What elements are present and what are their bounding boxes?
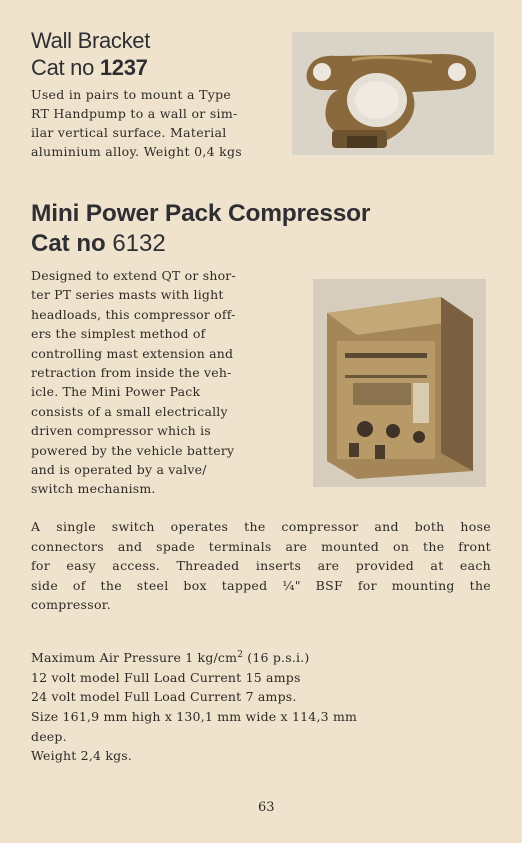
paragraph-line: for easy access. Threaded inserts are provided at each [31,558,491,573]
page-number: 63 [258,800,275,815]
power-pack-desc-line: retraction from inside the veh- [31,365,232,381]
wall-bracket-cat-number: 1237 [99,55,148,80]
paragraph-line: compressor. [31,597,111,612]
power-pack-desc-line: driven compressor which is [31,423,211,439]
wall-bracket-desc-line: RT Handpump to a wall or sim- [31,106,238,121]
power-pack-cat-number: 6132 [112,230,166,257]
spec-12v-current: 12 volt model Full Load Current 15 amps [31,669,301,685]
power-pack-desc-line: and is operated by a valve/ [31,462,207,478]
wall-bracket-desc-line: ilar vertical surface. Material [31,125,227,140]
compressor-image [313,279,486,487]
power-pack-desc-line: ter PT series masts with light [31,287,224,303]
spec-size-deep: deep. [31,728,67,744]
wall-bracket-description [31,85,271,161]
spec-24v-current: 24 volt model Full Load Current 7 amps. [31,689,297,705]
power-pack-desc-line: ers the simplest method of [31,326,206,342]
power-pack-description [31,266,267,499]
wall-bracket-photo [292,32,494,155]
power-pack-desc-line: switch mechanism. [31,481,156,497]
power-pack-specifications [31,646,501,766]
paragraph-line: connectors and spade terminals are mounted on the front [31,538,491,554]
spec-pressure-sup: 2 [237,650,244,660]
spec-max-air-pressure [31,646,501,668]
spec-weight: Weight 2,4 kgs. [31,748,133,764]
wall-bracket-cat-prefix: Cat no [31,55,100,80]
wall-bracket-title: Wall Bracket [31,28,151,53]
wall-bracket-desc-line: aluminium alloy. Weight 0,4 kgs [31,144,243,159]
power-pack-desc-line: icle. The Mini Power Pack [31,384,201,400]
power-pack-desc-line: powered by the vehicle battery [31,442,235,458]
paragraph-line: A single switch operates the compressor and both hose [31,519,491,534]
power-pack-desc-line: consists of a small electrically [31,403,228,419]
power-pack-cat-prefix: Cat no [31,230,113,257]
compressor-photo [313,279,486,487]
wall-bracket-image [292,32,494,155]
wall-bracket-cat-no [31,55,148,81]
power-pack-desc-line: Designed to extend QT or shor- [31,268,236,283]
paragraph-line: side of the steel box tapped ¼" BSF for mounting the [31,577,491,593]
spec-pressure-psi: (16 p.s.i.) [243,650,310,666]
spec-pressure-text: Maximum Air Pressure 1 kg/cm [31,650,238,666]
power-pack-desc-line: headloads, this compressor off- [31,306,236,322]
spec-size: Size 161,9 mm high x 130,1 mm wide x 114,3 mm [31,708,358,724]
power-pack-title: Mini Power Pack Compressor [31,200,371,227]
power-pack-desc-line: controlling mast extension and [31,345,234,361]
power-pack-cat-no [31,229,166,259]
power-pack-paragraph-2 [31,517,491,615]
wall-bracket-desc-line: Used in pairs to mount a Type [31,87,232,102]
